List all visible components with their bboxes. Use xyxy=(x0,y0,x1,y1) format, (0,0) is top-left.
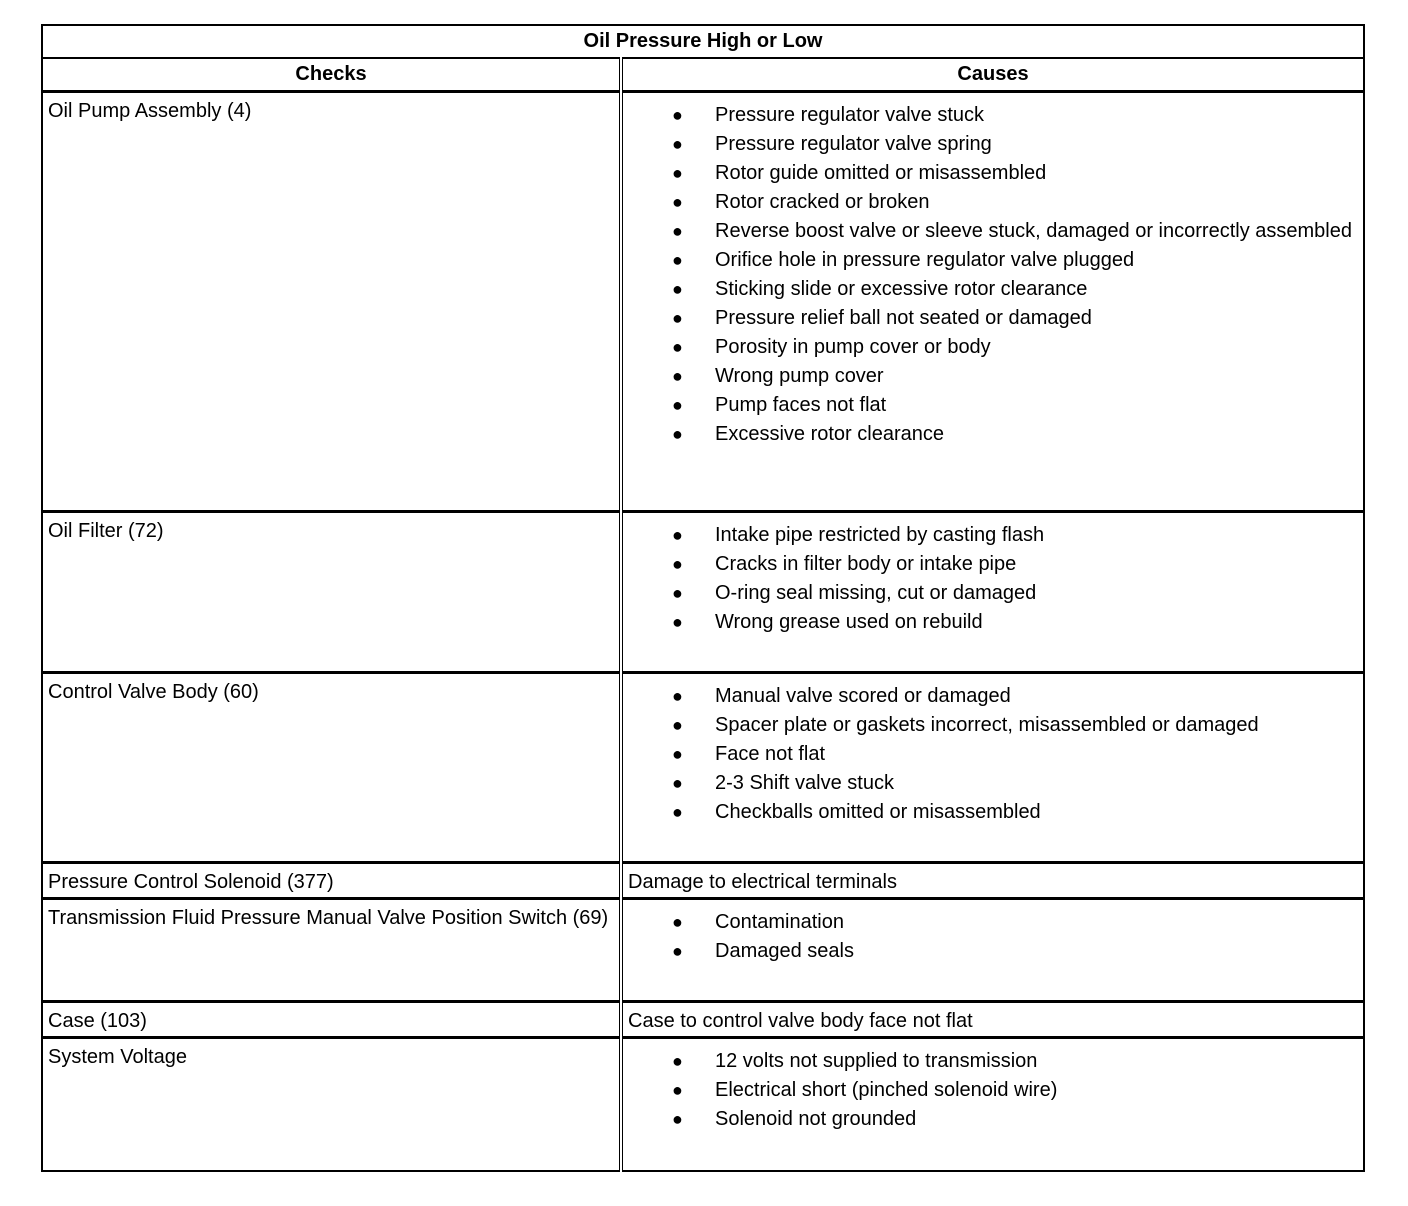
list-item xyxy=(629,219,1355,244)
cause-text: 12 volts not supplied to transmission xyxy=(715,1050,1038,1072)
bullet-icon: ● xyxy=(672,941,683,961)
table-row xyxy=(42,673,1364,863)
list-item xyxy=(629,552,1355,577)
list-item xyxy=(629,132,1355,157)
cause-text: Solenoid not grounded xyxy=(715,1108,917,1130)
list-item xyxy=(629,610,1355,635)
causes-list xyxy=(629,684,1355,825)
cause-text: Rotor cracked or broken xyxy=(715,191,930,213)
cause-text: Electrical short (pinched solenoid wire) xyxy=(715,1079,1058,1101)
bullet-icon: ● xyxy=(672,192,683,212)
list-item xyxy=(629,581,1355,606)
header-row xyxy=(42,58,1364,92)
check-cell: Case (103) xyxy=(42,1002,621,1038)
cause-text: 2-3 Shift valve stuck xyxy=(715,772,894,794)
causes-cell xyxy=(621,512,1364,673)
cause-text: Sticking slide or excessive rotor clearance xyxy=(715,278,1088,300)
bullet-icon: ● xyxy=(672,366,683,386)
cause-text: Excessive rotor clearance xyxy=(715,423,944,445)
list-item xyxy=(629,1107,1355,1132)
check-cell: Transmission Fluid Pressure Manual Valve Position Switch (69) xyxy=(42,899,621,1002)
list-item xyxy=(629,306,1355,331)
list-item xyxy=(629,910,1355,935)
list-item xyxy=(629,161,1355,186)
table-body xyxy=(42,92,1364,1171)
cause-text: Manual valve scored or damaged xyxy=(715,685,1011,707)
bullet-icon: ● xyxy=(672,337,683,357)
table-row xyxy=(42,1038,1364,1171)
list-item xyxy=(629,742,1355,767)
cause-text: Spacer plate or gaskets incorrect, misassembled or damaged xyxy=(715,714,1259,736)
cause-text: Intake pipe restricted by casting flash xyxy=(715,524,1045,546)
list-item xyxy=(629,277,1355,302)
title-row xyxy=(42,25,1364,58)
bullet-icon: ● xyxy=(672,912,683,932)
list-item xyxy=(629,684,1355,709)
cause-text: Cracks in filter body or intake pipe xyxy=(715,553,1017,575)
table-row xyxy=(42,1002,1364,1038)
cause-text: Wrong pump cover xyxy=(715,365,884,387)
cause-text: Pump faces not flat xyxy=(715,394,887,416)
list-item xyxy=(629,800,1355,825)
cause-text: Reverse boost valve or sleeve stuck, damaged or incorrectly assembled xyxy=(715,220,1352,242)
bullet-icon: ● xyxy=(672,525,683,545)
causes-cell xyxy=(621,92,1364,512)
cause-text: Contamination xyxy=(715,911,844,933)
list-item xyxy=(629,1049,1355,1074)
check-cell: Oil Filter (72) xyxy=(42,512,621,673)
bullet-icon: ● xyxy=(672,424,683,444)
table-row xyxy=(42,863,1364,899)
causes-cell xyxy=(621,899,1364,1002)
list-item xyxy=(629,771,1355,796)
bullet-icon: ● xyxy=(672,163,683,183)
bullet-icon: ● xyxy=(672,308,683,328)
bullet-icon: ● xyxy=(672,1109,683,1129)
cause-text: Rotor guide omitted or misassembled xyxy=(715,162,1047,184)
list-item xyxy=(629,364,1355,389)
bullet-icon: ● xyxy=(672,250,683,270)
check-cell: System Voltage xyxy=(42,1038,621,1171)
bullet-icon: ● xyxy=(672,686,683,706)
list-item xyxy=(629,103,1355,128)
bullet-icon: ● xyxy=(672,802,683,822)
table-row xyxy=(42,899,1364,1002)
list-item xyxy=(629,335,1355,360)
cause-text: Wrong grease used on rebuild xyxy=(715,611,983,633)
cause-text: Checkballs omitted or misassembled xyxy=(715,801,1041,823)
causes-list xyxy=(629,523,1355,635)
causes-list xyxy=(629,1049,1355,1132)
bullet-icon: ● xyxy=(672,221,683,241)
cause-text: O-ring seal missing, cut or damaged xyxy=(715,582,1037,604)
causes-list xyxy=(629,103,1355,447)
causes-cell xyxy=(621,673,1364,863)
bullet-icon: ● xyxy=(672,279,683,299)
bullet-icon: ● xyxy=(672,744,683,764)
cause-text: Damaged seals xyxy=(715,940,854,962)
list-item xyxy=(629,1078,1355,1103)
list-item xyxy=(629,190,1355,215)
causes-cell xyxy=(621,1038,1364,1171)
check-cell: Pressure Control Solenoid (377) xyxy=(42,863,621,899)
causes-column-header: Causes xyxy=(621,58,1364,92)
checks-column-header: Checks xyxy=(42,58,621,92)
list-item xyxy=(629,523,1355,548)
diagnosis-table xyxy=(41,24,1365,1172)
list-item xyxy=(629,939,1355,964)
bullet-icon: ● xyxy=(672,773,683,793)
table-row xyxy=(42,92,1364,512)
bullet-icon: ● xyxy=(672,554,683,574)
bullet-icon: ● xyxy=(672,612,683,632)
causes-list xyxy=(629,910,1355,964)
list-item xyxy=(629,393,1355,418)
bullet-icon: ● xyxy=(672,715,683,735)
causes-cell: Case to control valve body face not flat xyxy=(621,1002,1364,1038)
bullet-icon: ● xyxy=(672,583,683,603)
check-cell: Oil Pump Assembly (4) xyxy=(42,92,621,512)
causes-cell: Damage to electrical terminals xyxy=(621,863,1364,899)
cause-text: Pressure regulator valve stuck xyxy=(715,104,985,126)
check-cell: Control Valve Body (60) xyxy=(42,673,621,863)
bullet-icon: ● xyxy=(672,395,683,415)
cause-text: Porosity in pump cover or body xyxy=(715,336,991,358)
cause-text: Pressure relief ball not seated or damaged xyxy=(715,307,1092,329)
list-item xyxy=(629,713,1355,738)
table-title: Oil Pressure High or Low xyxy=(42,25,1364,58)
bullet-icon: ● xyxy=(672,134,683,154)
cause-text: Face not flat xyxy=(715,743,826,765)
bullet-icon: ● xyxy=(672,1051,683,1071)
table-row xyxy=(42,512,1364,673)
cause-text: Orifice hole in pressure regulator valve plugged xyxy=(715,249,1135,271)
list-item xyxy=(629,248,1355,273)
cause-text: Pressure regulator valve spring xyxy=(715,133,992,155)
list-item xyxy=(629,422,1355,447)
bullet-icon: ● xyxy=(672,1080,683,1100)
bullet-icon: ● xyxy=(672,105,683,125)
